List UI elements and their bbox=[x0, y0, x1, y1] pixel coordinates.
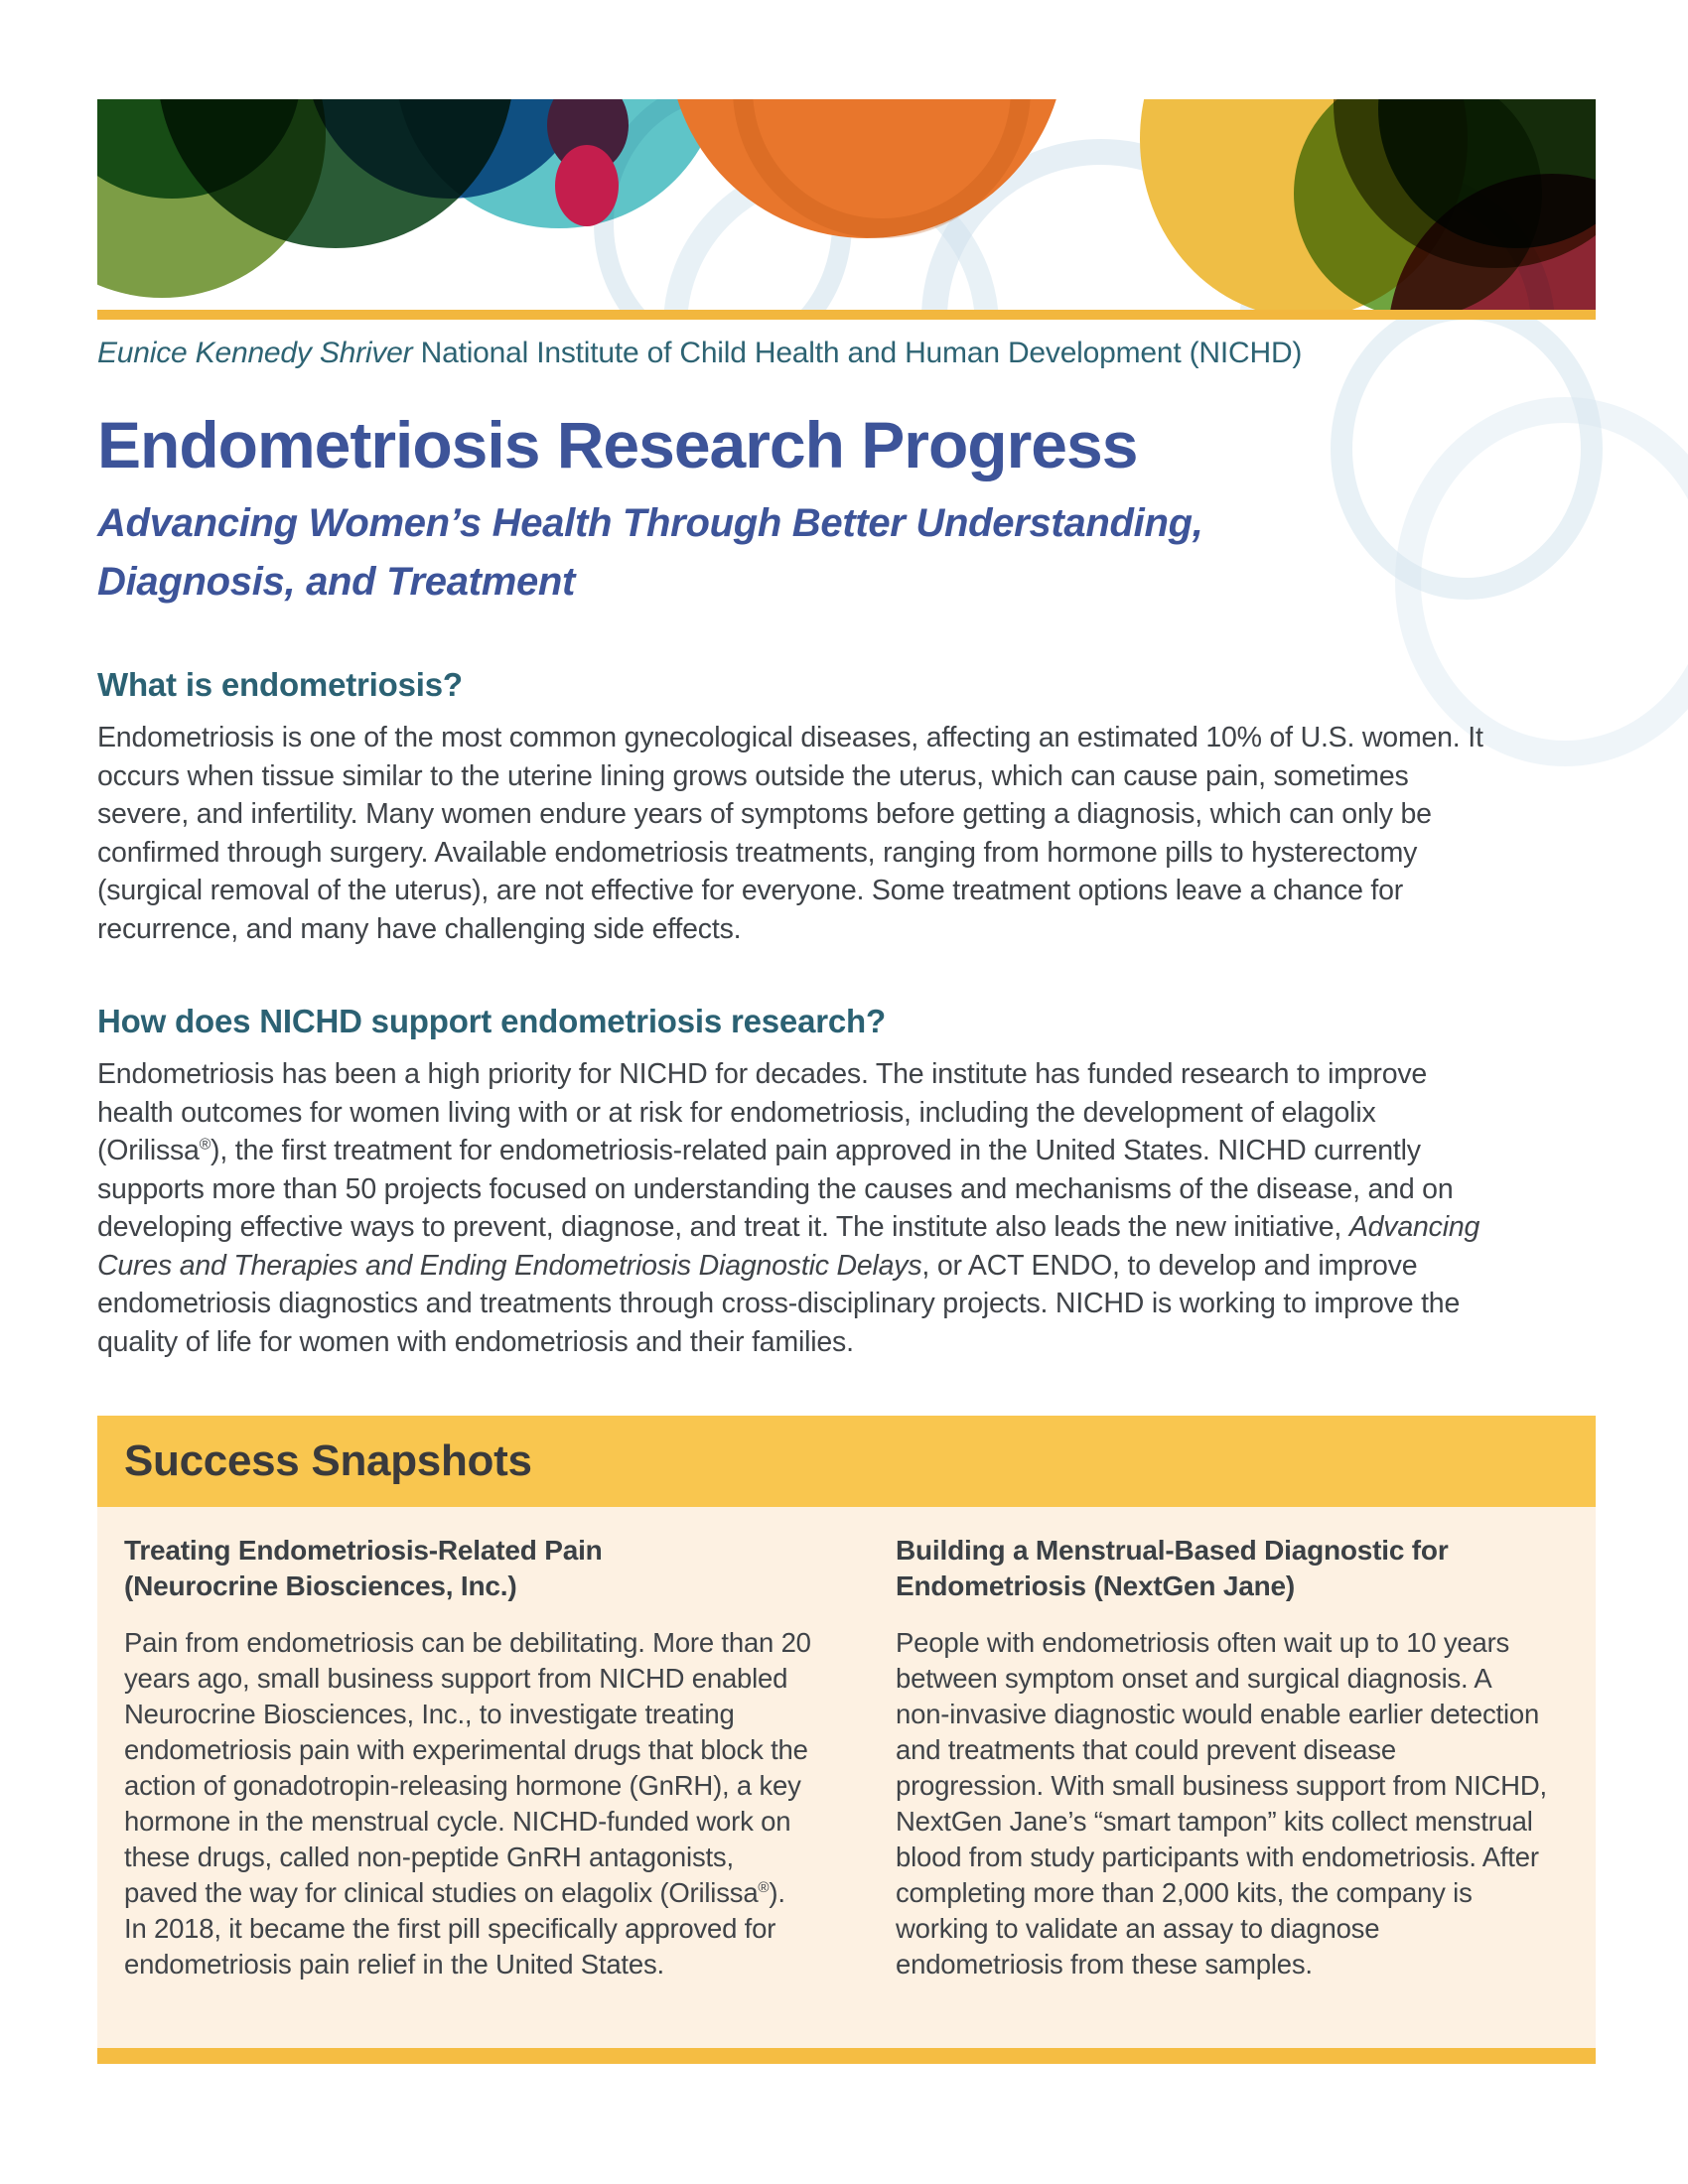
snapshot-right-heading-line1: Building a Menstrual-Based Diagnostic for bbox=[896, 1535, 1449, 1566]
section-heading-what: What is endometriosis? bbox=[97, 666, 463, 703]
snapshot-right-body: People with endometriosis often wait up to 10 years between symptom onset and surgical diagnosis. A non-invasive diagnostic would enable earlier detection and treatments that could prevent disease progression. With small business support from NICHD, NextGen Jane’s “smart tampon” kits collect menstrual blood from study participants with endometriosis. After completing more than 2,000 kits, the company is working to validate an assay to diagnose endometriosis from these samples. bbox=[896, 1627, 1547, 1979]
snapshot-left-column bbox=[124, 1533, 814, 2048]
bottom-gold-rule bbox=[97, 2048, 1596, 2064]
page-subtitle: Advancing Women’s Health Through Better Understanding, Diagnosis, and Treatment bbox=[97, 501, 1203, 604]
institute-name-rest: National Institute of Child Health and Human Development (NICHD) bbox=[412, 337, 1303, 369]
banner-gold-rule bbox=[97, 310, 1596, 320]
decorative-banner bbox=[97, 99, 1596, 310]
snapshot-left-body: Pain from endometriosis can be debilitating. More than 20 years ago, small business support from NICHD enabled Neurocrine Biosciences, Inc., to investigate treating endometriosis pain with experimental drugs that block the action of gonadotropin-releasing hormone (GnRH), a key hormone in the menstrual cycle. NICHD-funded work on these drugs, called non-peptide GnRH antagonists, paved the way for clinical studies on elagolix (Orilissa®). In 2018, it became the first pill specifically approved for endometriosis pain relief in the United States. bbox=[124, 1627, 811, 1979]
banner-circle-crimson bbox=[555, 145, 619, 226]
success-snapshots-title: Success Snapshots bbox=[124, 1436, 532, 1485]
success-snapshots-banner bbox=[97, 1416, 1596, 1507]
snapshot-left-heading bbox=[124, 1533, 814, 1604]
section-body-how: Endometriosis has been a high priority for NICHD for decades. The institute has funded research to improve health outcomes for women living with or at risk for endometriosis, including the development of elagolix (Orilissa®), the first treatment for endometriosis-related pain approved in the United States. NICHD currently supports more than 50 projects focused on understanding the causes and mechanisms of the disease, and on developing effective ways to prevent, diagnose, and treat it. The institute also leads the new initiative, Advancing Cures and Therapies and Ending Endometriosis Diagnostic Delays, or ACT ENDO, to develop and improve endometriosis diagnostics and treatments through cross-disciplinary projects. NICHD is working to improve the quality of life for women with endometriosis and their families. bbox=[97, 1058, 1480, 1358]
snapshot-left-heading-line2: (Neurocrine Biosciences, Inc.) bbox=[124, 1570, 517, 1601]
page-title: Endometriosis Research Progress bbox=[97, 408, 1138, 481]
snapshot-right-heading bbox=[896, 1533, 1551, 1604]
snapshot-left-heading-line1: Treating Endometriosis-Related Pain bbox=[124, 1535, 603, 1566]
section-body-what: Endometriosis is one of the most common gynecological diseases, affecting an estimated 10% of U.S. women. It occurs when tissue similar to the uterine lining grows outside the uterus, which can cause pain, sometimes severe, and infertility. Many women endure years of symptoms before getting a diagnosis, which can only be confirmed through surgery. Available endometriosis treatments, ranging from hormone pills to hysterectomy (surgical removal of the uterus), are not effective for everyone. Some treatment options leave a chance for recurrence, and many have challenging side effects. bbox=[97, 722, 1483, 945]
institute-line bbox=[97, 336, 1596, 371]
success-snapshots-panel bbox=[97, 1507, 1596, 2048]
section-heading-how: How does NICHD support endometriosis research? bbox=[97, 1003, 886, 1039]
institute-name-italic: Eunice Kennedy Shriver bbox=[97, 337, 413, 369]
snapshot-right-column bbox=[896, 1533, 1551, 2048]
snapshot-right-heading-line2: Endometriosis (NextGen Jane) bbox=[896, 1570, 1296, 1601]
